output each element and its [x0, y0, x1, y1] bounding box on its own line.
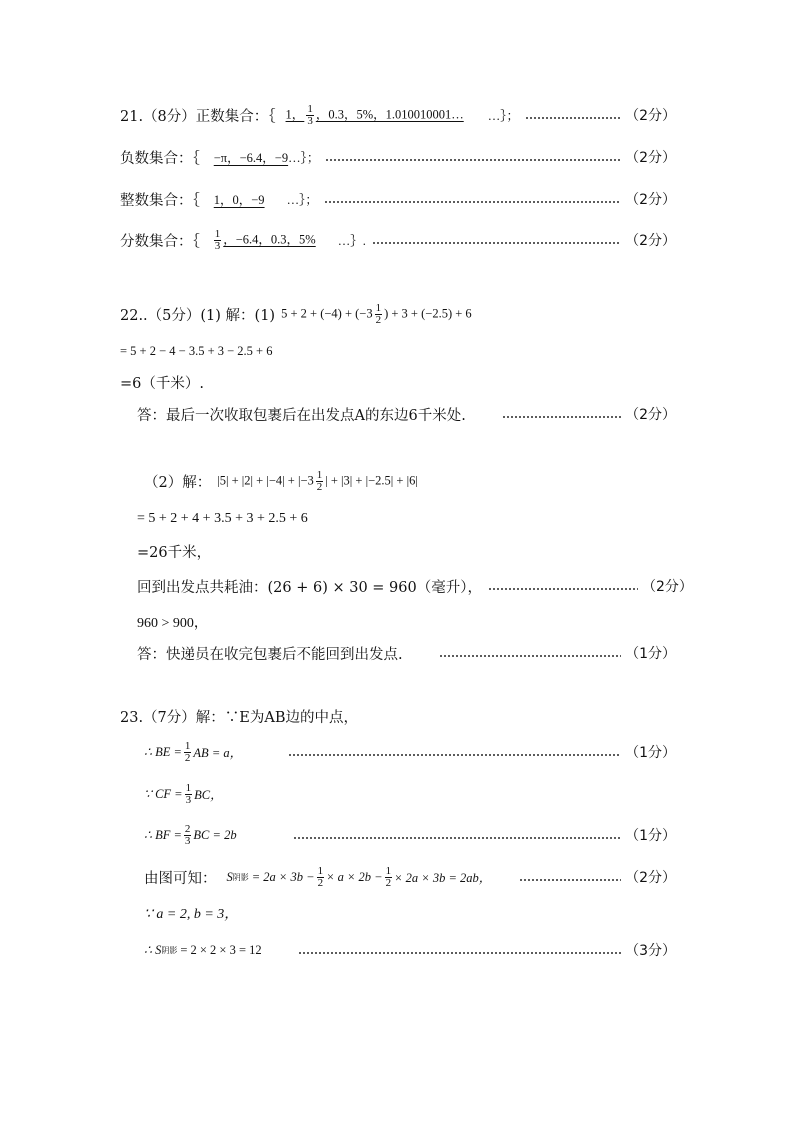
score-label: （2分）: [625, 233, 676, 249]
q21-heading: 21.（8分）正数集合：｛: [120, 108, 276, 125]
expression-part: | + |3| + |−2.5| + |6|: [325, 472, 418, 487]
score-label: （2分）: [625, 150, 676, 166]
q23-line-values: [144, 901, 676, 925]
dot-leader: [298, 952, 621, 954]
fraction-numerator: 1: [316, 468, 323, 481]
comparison: 960 > 900，: [137, 616, 208, 631]
q22-step-1: [120, 339, 676, 363]
fraction-set-rest: ，−6.4，0.3，5%: [223, 231, 316, 246]
q23-line-area: [144, 865, 676, 889]
equation-part: × a × 2b −: [326, 869, 383, 884]
q22-part-2-expression: [144, 469, 676, 493]
area-symbol: ∴ S: [144, 943, 162, 957]
equation-rhs: BC，: [194, 788, 223, 802]
dot-leader: [525, 117, 621, 119]
equation-fraction: [385, 866, 393, 889]
fraction-denominator: 2: [184, 751, 191, 764]
score-label: （2分）: [625, 870, 676, 886]
fraction-numerator: 1: [375, 301, 382, 314]
positive-set-close: …｝；: [487, 109, 519, 123]
equation-rhs: AB = a，: [193, 746, 243, 760]
equation-fraction: [185, 783, 193, 806]
q23-line-result: [144, 938, 676, 962]
score-label: （2分）: [625, 192, 676, 208]
fuel-calculation: 回到出发点共耗油：(26 + 6) × 30 = 960（毫升），: [137, 579, 482, 596]
equation-lhs: ∴ BE =: [144, 745, 182, 759]
area-result: = 2 × 2 × 3 = 12: [180, 942, 262, 957]
from-figure-label: 由图可知：: [144, 870, 217, 887]
integer-set-close: …｝；: [286, 193, 318, 207]
expression-part: 5 + 2 + (−4) + (−3: [281, 305, 373, 320]
expression-part: ) + 3 + (−2.5) + 6: [384, 305, 472, 320]
equation-part: × 2a × 3b = 2ab，: [394, 871, 492, 885]
fraction-set-label: 分数集合：｛: [120, 233, 200, 250]
dot-leader: [324, 201, 621, 203]
score-label: （2分）: [625, 407, 676, 423]
dot-leader: [519, 879, 621, 881]
q21-fraction-set-line: [120, 228, 676, 252]
q23-line-bf: [144, 823, 676, 847]
positive-set-rest: ，0.3，5%，1.010010001…: [315, 106, 464, 121]
part-2-label: （2）解：: [144, 474, 212, 491]
fraction-set-values: [212, 229, 338, 252]
equation-fraction: [317, 866, 325, 889]
q23-line-cf: [144, 782, 676, 806]
q23-line-be: [144, 740, 676, 764]
fraction-set-fraction: [214, 229, 222, 252]
q23-heading-line: [120, 704, 676, 728]
integer-set-label: 整数集合：｛: [120, 192, 200, 209]
expression-fraction: [375, 303, 383, 326]
q22-answer-2: [137, 641, 676, 665]
equation-fraction: [184, 824, 192, 847]
fraction-denominator: 3: [184, 834, 191, 847]
fraction-numerator: 1: [307, 102, 313, 115]
fraction-denominator: 3: [307, 114, 313, 127]
negative-set-close: …｝；: [288, 151, 320, 165]
fraction-numerator: 1: [184, 739, 191, 752]
equation-fraction: [184, 741, 192, 764]
calculation-step: = 5 + 2 + 4 + 3.5 + 3 + 2.5 + 6: [137, 511, 308, 526]
equation-lhs: ∴ BF =: [144, 828, 182, 842]
dot-leader: [288, 754, 621, 756]
calculation-result: =6（千米）.: [120, 375, 204, 392]
area-subscript: 阴影: [232, 872, 249, 882]
score-label: （2分）: [641, 579, 693, 595]
q22-expression-line: [120, 302, 676, 326]
dot-leader: [439, 655, 621, 657]
q22-compare-line: [137, 610, 676, 634]
expression-fraction: [316, 470, 324, 493]
dot-leader: [325, 159, 621, 161]
fraction-denominator: 2: [375, 313, 382, 326]
q21-negative-set-line: [120, 145, 676, 169]
score-label: （2分）: [625, 108, 676, 124]
fraction-numerator: 2: [184, 822, 191, 835]
integer-set-values: 1，0，−9: [213, 193, 265, 207]
equation-lhs: ∵ CF =: [144, 787, 183, 801]
q21-positive-set-line: [120, 103, 676, 127]
calculation-result: =26千米，: [137, 544, 212, 561]
fraction-denominator: 3: [214, 239, 221, 252]
equation-rhs: BC = 2b: [193, 827, 237, 842]
fraction-denominator: 3: [185, 793, 192, 806]
negative-set-values: −π，−6.4，−9: [213, 151, 289, 165]
given-values: ∵ a = 2, b = 3，: [144, 907, 239, 922]
q23-heading: 23.（7分）解：∵E为AB边的中点，: [120, 709, 358, 726]
dot-leader: [488, 588, 638, 590]
positive-set-first: 1，: [285, 106, 305, 121]
positive-set-values: [286, 104, 488, 127]
dot-leader: [372, 242, 621, 244]
fraction-numerator: 1: [185, 781, 192, 794]
score-label: （1分）: [625, 745, 676, 761]
fraction-denominator: 2: [385, 876, 392, 889]
score-label: （3分）: [625, 943, 676, 959]
q22-step-2: [137, 507, 676, 531]
expression-part: |5| + |2| + |−4| + |−3: [217, 472, 314, 487]
fraction-denominator: 2: [316, 480, 323, 493]
fraction-numerator: 1: [214, 227, 221, 240]
q22-fuel-line: [137, 574, 693, 598]
score-label: （1分）: [625, 828, 676, 844]
q22-expression-2: [217, 470, 418, 493]
fraction-set-close: …｝.: [337, 234, 366, 248]
calculation-step: = 5 + 2 − 4 − 3.5 + 3 − 2.5 + 6: [120, 343, 273, 358]
q22-heading: 22..（5分）(1) 解：(1): [120, 307, 276, 324]
fraction-numerator: 1: [385, 864, 392, 877]
equation-part: = 2a × 3b −: [251, 869, 315, 884]
fraction-numerator: 1: [317, 864, 324, 877]
q22-expression-1: [281, 303, 472, 326]
answer-text: 答：最后一次收取包裹后在出发点A的东边6千米处.: [137, 407, 466, 424]
answer-text: 答：快递员在收完包裹后不能回到出发点.: [137, 646, 403, 663]
q22-answer-1: [137, 402, 676, 426]
dot-leader: [293, 837, 621, 839]
q22-result-1: [120, 370, 676, 394]
dot-leader: [502, 416, 621, 418]
negative-set-label: 负数集合：｛: [120, 150, 200, 167]
area-subscript: 阴影: [161, 945, 178, 955]
fraction-denominator: 2: [317, 876, 324, 889]
q21-integer-set-line: [120, 187, 676, 211]
area-symbol: S: [226, 869, 233, 884]
q22-result-2: [137, 539, 676, 563]
score-label: （1分）: [625, 646, 676, 662]
positive-set-fraction: [306, 104, 314, 127]
